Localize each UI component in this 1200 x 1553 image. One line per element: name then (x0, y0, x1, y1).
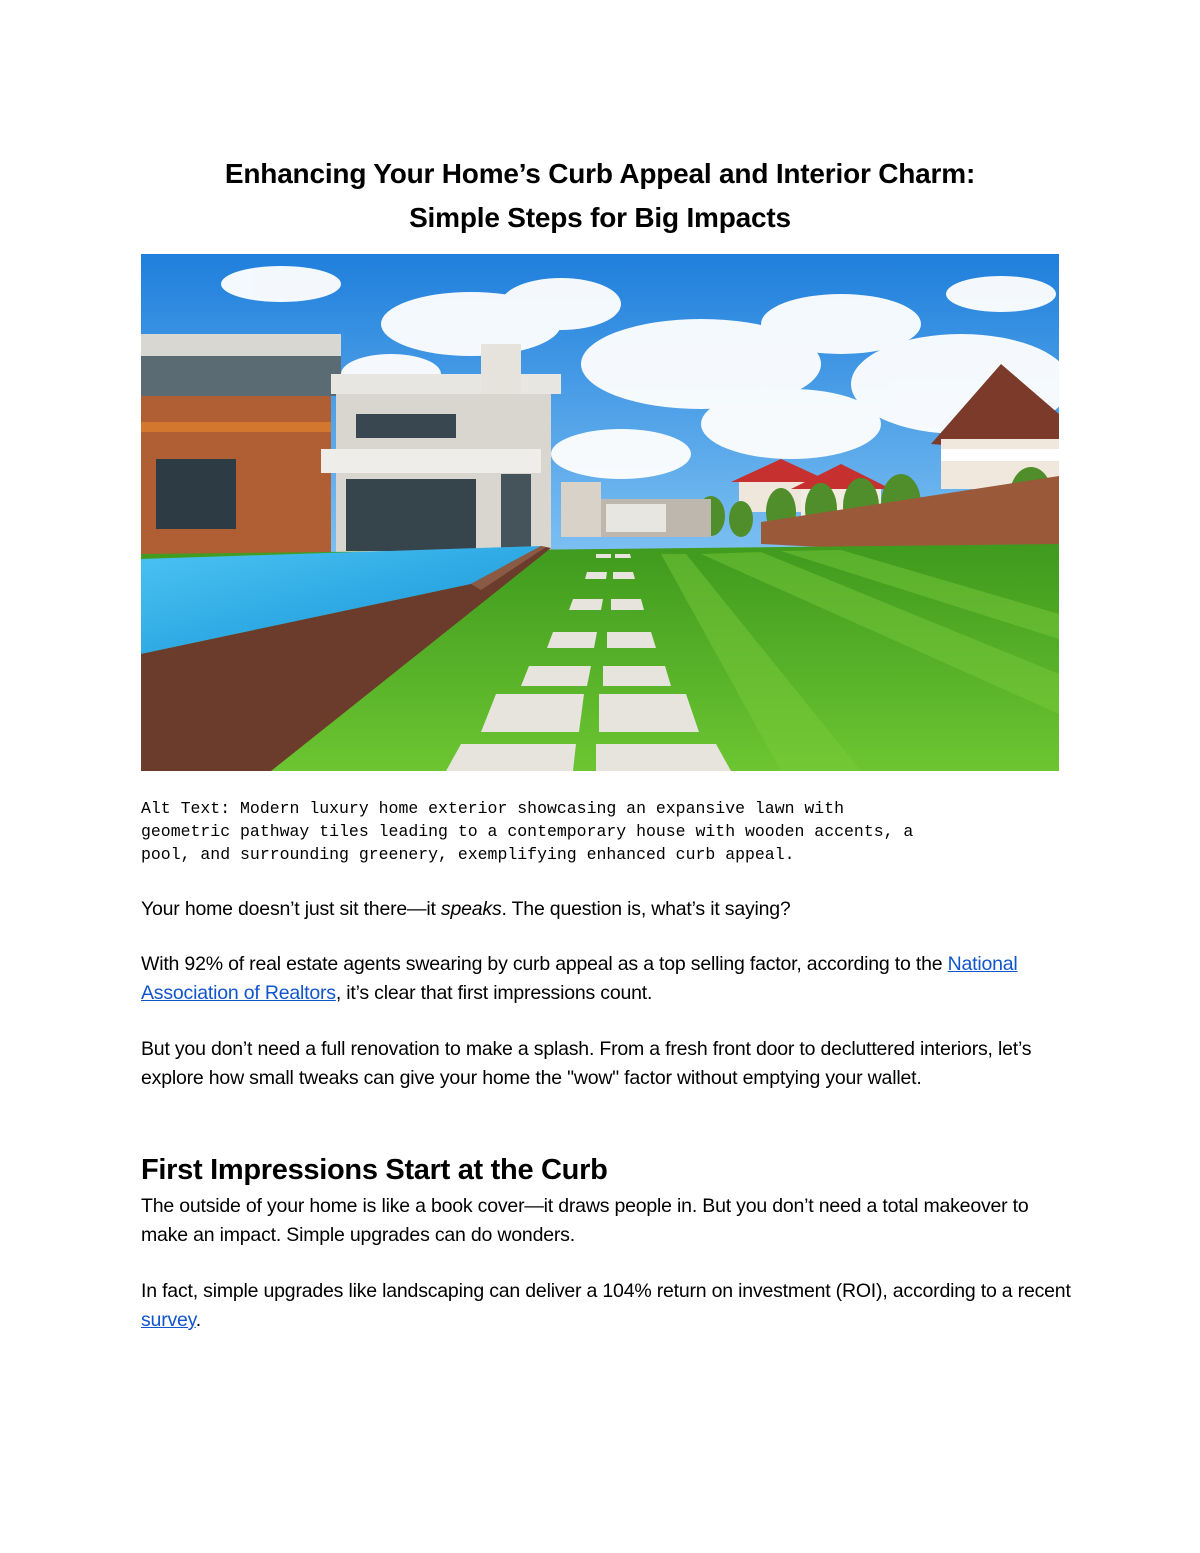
paragraph-intro-before: Your home doesn’t just sit there—it (141, 898, 441, 920)
paragraph-intro-after: . The question is, what’s it saying? (501, 898, 791, 920)
section-heading-curb: First Impressions Start at the Curb (141, 1154, 608, 1186)
paragraph-intro (141, 895, 1071, 924)
paragraph-roi-after: . (195, 1309, 202, 1331)
paragraph-statistic-before: With 92% of real estate agents swearing by curb appeal as a top selling factor, according to the (141, 953, 948, 975)
title-line-1: Enhancing Your Home’s Curb Appeal and Interior Charm: (224, 158, 976, 189)
paragraph-book-cover: The outside of your home is like a book cover—it draws people in. But you don’t need a total makeover to make an impact. Simple upgrades can do wonders. (141, 1195, 1029, 1246)
document-title (140, 152, 1060, 240)
paragraph-statistic-after: , it’s clear that first impressions count. (335, 982, 653, 1004)
paragraph-roi (141, 1277, 1071, 1335)
survey-link[interactable]: survey (141, 1309, 196, 1331)
house-lawn-illustration (141, 254, 1059, 771)
hero-image (141, 254, 1059, 771)
paragraph-intro-emphasis: speaks (440, 898, 502, 920)
paragraph-roi-before: In fact, simple upgrades like landscaping can deliver a 104% return on investment (ROI), according to a recent (141, 1280, 1071, 1302)
paragraph-renovation: But you don’t need a full renovation to make a splash. From a fresh front door to decluttered interiors, let’s explore how small tweaks can give your home the "wow" factor without emptying your wallet. (141, 1038, 1032, 1089)
nar-link[interactable]: National Association of Realtors (141, 953, 1018, 1004)
paragraph-statistic (141, 950, 1071, 1008)
image-alt-text: Alt Text: Modern luxury home exterior showcasing an expansive lawn with geometric pathway tiles leading to a contemporary house with wooden accents, a pool, and surrounding greenery, exemplifying enhanced curb appeal. (141, 799, 914, 864)
title-line-2: Simple Steps for Big Impacts (409, 202, 791, 233)
